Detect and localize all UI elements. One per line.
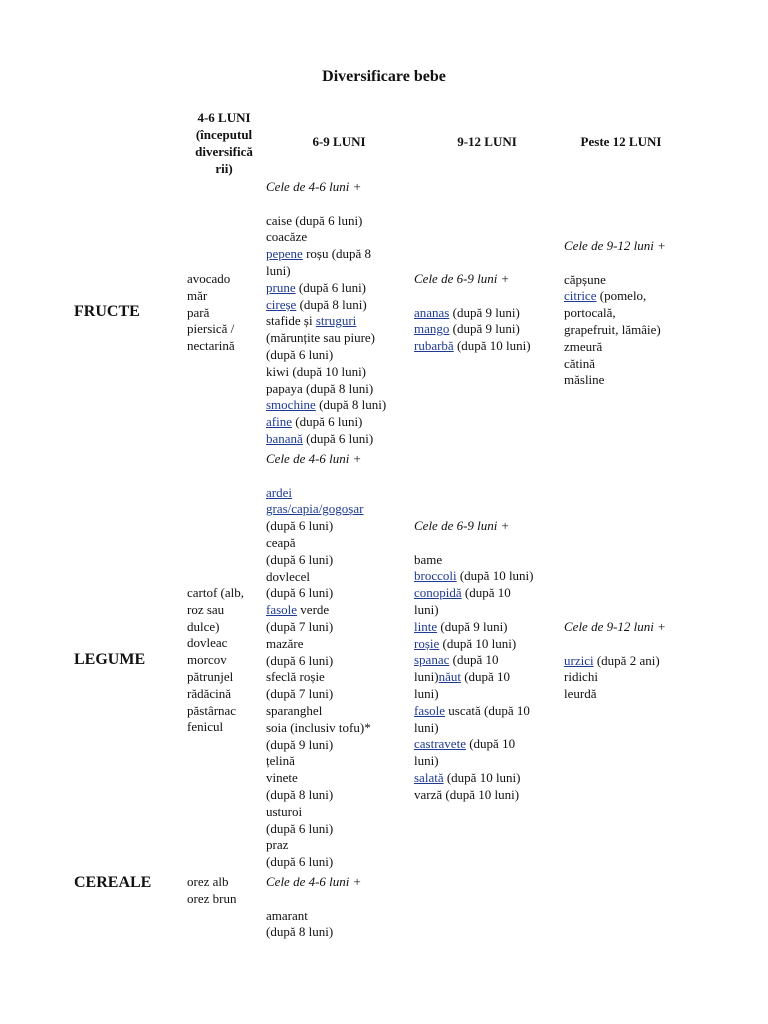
food-text: țelină bbox=[266, 753, 295, 769]
list-item: pătrunjel bbox=[187, 668, 234, 684]
list-item bbox=[266, 535, 412, 552]
food-link[interactable]: pepene bbox=[266, 246, 303, 262]
header-line: 4-6 LUNI bbox=[197, 110, 251, 125]
fructe-col3-items bbox=[414, 305, 560, 355]
list-item bbox=[414, 568, 560, 585]
list-item bbox=[266, 569, 412, 586]
food-text: (după 6 luni) bbox=[266, 652, 334, 668]
list-item: fenicul bbox=[187, 719, 224, 735]
food-text: (după 10 luni) bbox=[443, 769, 521, 785]
food-text: (după 10 bbox=[449, 652, 499, 668]
food-link[interactable]: prune bbox=[266, 279, 296, 295]
header-line: diversifică bbox=[195, 144, 253, 159]
food-text: luni) bbox=[414, 685, 439, 701]
legume-col4-items bbox=[564, 653, 682, 703]
list-item bbox=[564, 288, 682, 305]
food-text: (după 6 luni) bbox=[295, 279, 367, 295]
list-item: orez alb bbox=[187, 874, 229, 889]
food-text: stafide și bbox=[266, 313, 316, 329]
header-peste-12-luni: Peste 12 LUNI bbox=[580, 134, 662, 149]
food-text: (după 9 luni) bbox=[266, 736, 334, 752]
list-item bbox=[266, 753, 412, 770]
list-item bbox=[266, 924, 412, 941]
food-text: portocală, bbox=[564, 305, 616, 321]
list-item bbox=[414, 338, 560, 355]
header-line: rii) bbox=[215, 161, 233, 176]
food-text: soia (inclusiv tofu)* bbox=[266, 719, 371, 735]
list-item bbox=[266, 602, 412, 619]
list-item: dovleac bbox=[187, 635, 228, 651]
food-text: zmeură bbox=[564, 338, 603, 354]
food-text: (după 6 luni) bbox=[266, 585, 334, 601]
list-item bbox=[564, 653, 682, 670]
list-item bbox=[414, 636, 560, 653]
food-text: grapefruit, lămâie) bbox=[564, 321, 661, 337]
header-line: (începutul bbox=[195, 127, 253, 142]
fructe-col2-items bbox=[266, 213, 412, 448]
food-text: (după 6 luni) bbox=[266, 346, 334, 362]
food-link[interactable]: gras/capia/gogoșar bbox=[266, 501, 364, 517]
food-text: luni) bbox=[266, 262, 291, 278]
food-text: bame bbox=[414, 551, 443, 567]
list-item bbox=[564, 305, 682, 322]
food-text: luni) bbox=[414, 669, 439, 685]
food-link[interactable]: năut bbox=[438, 669, 461, 685]
food-text: (după 7 luni) bbox=[266, 686, 334, 702]
food-link[interactable]: salată bbox=[414, 769, 444, 785]
food-text: (după 6 luni) bbox=[266, 820, 334, 836]
legume-col1 bbox=[187, 585, 263, 736]
food-link[interactable]: cireșe bbox=[266, 296, 297, 312]
list-item bbox=[564, 322, 682, 339]
cell-intro: Cele de 4-6 luni + bbox=[266, 451, 362, 466]
list-item: nectarină bbox=[187, 338, 235, 354]
cell-intro: Cele de 6-9 luni + bbox=[414, 518, 510, 533]
list-item bbox=[266, 908, 412, 925]
list-item bbox=[266, 552, 412, 569]
food-link[interactable]: fasole bbox=[414, 702, 446, 718]
food-text: ceapă bbox=[266, 534, 296, 550]
food-text: (după 9 luni) bbox=[449, 304, 520, 320]
list-item bbox=[414, 552, 560, 569]
food-text: (după 6 luni) bbox=[302, 430, 374, 446]
food-link[interactable]: citrice bbox=[564, 288, 597, 304]
list-item bbox=[266, 280, 412, 297]
fructe-col2 bbox=[266, 179, 412, 448]
list-item bbox=[266, 229, 412, 246]
list-item: cartof (alb, bbox=[187, 585, 245, 600]
list-item bbox=[564, 669, 682, 686]
food-text: leurdă bbox=[564, 686, 597, 702]
row-label-fructe: FRUCTE bbox=[74, 303, 140, 320]
cell-intro: Cele de 4-6 luni + bbox=[266, 179, 362, 194]
food-text: (mărunțite sau piure) bbox=[266, 330, 376, 346]
list-item bbox=[266, 686, 412, 703]
cereale-col1 bbox=[187, 874, 263, 908]
food-text: sparanghel bbox=[266, 702, 323, 718]
list-item bbox=[414, 305, 560, 322]
list-item bbox=[266, 837, 412, 854]
list-item bbox=[414, 652, 560, 669]
cereale-col2 bbox=[266, 874, 412, 941]
food-link[interactable]: conopidă bbox=[414, 585, 462, 601]
food-text: coacăze bbox=[266, 229, 308, 245]
list-item: pară bbox=[187, 304, 210, 320]
food-text: luni) bbox=[414, 719, 439, 735]
food-text: luni) bbox=[414, 601, 439, 617]
list-item: rădăcină bbox=[187, 685, 232, 701]
list-item bbox=[564, 272, 682, 289]
list-item bbox=[414, 321, 560, 338]
food-text: sfeclă roșie bbox=[266, 669, 325, 685]
list-item: piersică / bbox=[187, 321, 235, 337]
cell-intro: Cele de 6-9 luni + bbox=[414, 271, 510, 286]
cereale-col2-items bbox=[266, 908, 412, 942]
list-item bbox=[266, 737, 412, 754]
food-text: (după 9 luni) bbox=[449, 321, 520, 337]
list-item bbox=[266, 804, 412, 821]
list-item bbox=[266, 397, 412, 414]
list-item bbox=[266, 431, 412, 448]
list-item: dulce) bbox=[187, 618, 220, 634]
food-text: (după 6 luni) bbox=[266, 854, 334, 870]
food-text: vinete bbox=[266, 770, 298, 786]
food-text: (după 8 luni) bbox=[266, 924, 334, 940]
legume-col2 bbox=[266, 451, 412, 871]
list-item: orez brun bbox=[187, 890, 237, 906]
list-item bbox=[266, 414, 412, 431]
list-item bbox=[266, 821, 412, 838]
food-text: roșu (după 8 bbox=[302, 246, 372, 262]
food-text: căpșune bbox=[564, 271, 606, 287]
food-text: (după 10 luni) bbox=[456, 568, 534, 584]
list-item bbox=[266, 854, 412, 871]
list-item bbox=[414, 669, 560, 686]
list-item: măr bbox=[187, 287, 208, 303]
list-item bbox=[266, 381, 412, 398]
cell-intro: Cele de 9-12 luni + bbox=[564, 619, 666, 634]
list-item bbox=[266, 619, 412, 636]
page-title: Diversificare bebe bbox=[322, 68, 446, 85]
list-item bbox=[266, 669, 412, 686]
food-link[interactable]: mango bbox=[414, 321, 450, 337]
food-text: (după 10 luni) bbox=[439, 635, 517, 651]
food-link[interactable]: castravete bbox=[414, 736, 466, 752]
list-item bbox=[414, 770, 560, 787]
list-item bbox=[266, 518, 412, 535]
legume-col4 bbox=[564, 619, 682, 703]
cell-intro: Cele de 9-12 luni + bbox=[564, 238, 666, 253]
food-link[interactable]: ananas bbox=[414, 304, 450, 320]
food-text: luni) bbox=[414, 753, 439, 769]
list-item bbox=[266, 770, 412, 787]
list-item bbox=[414, 787, 560, 804]
list-item bbox=[266, 213, 412, 230]
list-item bbox=[266, 246, 412, 263]
food-link[interactable]: roșie bbox=[414, 635, 440, 651]
list-item bbox=[266, 364, 412, 381]
food-text: dovlecel bbox=[266, 568, 311, 584]
food-text: kiwi (după 10 luni) bbox=[266, 363, 367, 379]
header-9-12-luni: 9-12 LUNI bbox=[457, 134, 517, 149]
food-text: (după 8 luni) bbox=[266, 786, 334, 802]
cell-intro: Cele de 4-6 luni + bbox=[266, 874, 362, 889]
food-text: amarant bbox=[266, 907, 308, 923]
food-text: (după 8 luni) bbox=[315, 397, 387, 413]
list-item bbox=[266, 347, 412, 364]
food-text: praz bbox=[266, 837, 289, 853]
food-text: (pomelo, bbox=[596, 288, 647, 304]
list-item bbox=[564, 356, 682, 373]
list-item bbox=[266, 485, 412, 502]
list-item bbox=[266, 636, 412, 653]
food-text: varză (după 10 luni) bbox=[414, 786, 520, 802]
header-4-6-luni bbox=[186, 109, 262, 177]
food-link[interactable]: ardei bbox=[266, 484, 292, 500]
food-link[interactable]: afine bbox=[266, 414, 292, 430]
food-link[interactable]: banană bbox=[266, 430, 303, 446]
legume-col3-items bbox=[414, 552, 560, 804]
fructe-col4 bbox=[564, 238, 682, 389]
food-text: (după 6 luni) bbox=[266, 518, 334, 534]
food-text: caise (după 6 luni) bbox=[266, 212, 363, 228]
list-item bbox=[414, 619, 560, 636]
food-link[interactable]: rubarbă bbox=[414, 338, 454, 354]
food-link[interactable]: broccoli bbox=[414, 568, 457, 584]
list-item bbox=[414, 703, 560, 720]
list-item: morcov bbox=[187, 652, 227, 668]
food-link[interactable]: urzici bbox=[564, 652, 594, 668]
list-item: păstârnac bbox=[187, 702, 237, 718]
list-item bbox=[266, 787, 412, 804]
list-item bbox=[564, 372, 682, 389]
food-link[interactable]: smochine bbox=[266, 397, 316, 413]
food-text: (după 6 luni) bbox=[266, 551, 334, 567]
list-item bbox=[414, 736, 560, 753]
legume-col3 bbox=[414, 518, 560, 804]
header-6-9-luni: 6-9 LUNI bbox=[312, 134, 366, 149]
list-item bbox=[266, 313, 412, 330]
food-text: papaya (după 8 luni) bbox=[266, 380, 374, 396]
list-item bbox=[266, 720, 412, 737]
fructe-col4-items bbox=[564, 272, 682, 390]
list-item bbox=[414, 720, 560, 737]
list-item bbox=[414, 686, 560, 703]
food-text: măsline bbox=[564, 372, 605, 388]
list-item bbox=[266, 653, 412, 670]
food-text: ridichi bbox=[564, 669, 598, 685]
list-item: roz sau bbox=[187, 601, 225, 617]
food-text: (după 2 ani) bbox=[593, 652, 660, 668]
food-link[interactable]: struguri bbox=[315, 313, 357, 329]
list-item bbox=[266, 330, 412, 347]
list-item bbox=[266, 297, 412, 314]
food-text: (după 9 luni) bbox=[437, 618, 508, 634]
fructe-col1 bbox=[187, 271, 263, 355]
food-link[interactable]: fasole bbox=[266, 602, 298, 618]
list-item bbox=[266, 263, 412, 280]
list-item bbox=[564, 686, 682, 703]
list-item bbox=[266, 501, 412, 518]
list-item bbox=[414, 585, 560, 602]
food-text: verde bbox=[297, 602, 330, 618]
row-label-legume: LEGUME bbox=[74, 651, 146, 668]
food-text: usturoi bbox=[266, 803, 303, 819]
food-text: (după 10 bbox=[461, 585, 511, 601]
food-text: (după 7 luni) bbox=[266, 618, 334, 634]
food-text: (după 8 luni) bbox=[296, 296, 367, 312]
list-item bbox=[564, 339, 682, 356]
fructe-col3 bbox=[414, 271, 560, 355]
food-text: uscată (după 10 bbox=[445, 702, 530, 718]
legume-col2-items bbox=[266, 485, 412, 871]
list-item: avocado bbox=[187, 271, 231, 286]
food-text: cătină bbox=[564, 355, 596, 371]
food-text: (după 10 luni) bbox=[453, 338, 531, 354]
list-item bbox=[414, 753, 560, 770]
list-item bbox=[266, 585, 412, 602]
food-link[interactable]: linte bbox=[414, 618, 438, 634]
food-text: mazăre bbox=[266, 635, 304, 651]
food-text: (după 6 luni) bbox=[291, 414, 363, 430]
row-label-cereale: CEREALE bbox=[74, 874, 152, 891]
food-text: (după 10 bbox=[460, 669, 511, 685]
list-item bbox=[414, 602, 560, 619]
food-link[interactable]: spanac bbox=[414, 652, 450, 668]
list-item bbox=[266, 703, 412, 720]
food-text: (după 10 bbox=[465, 736, 516, 752]
